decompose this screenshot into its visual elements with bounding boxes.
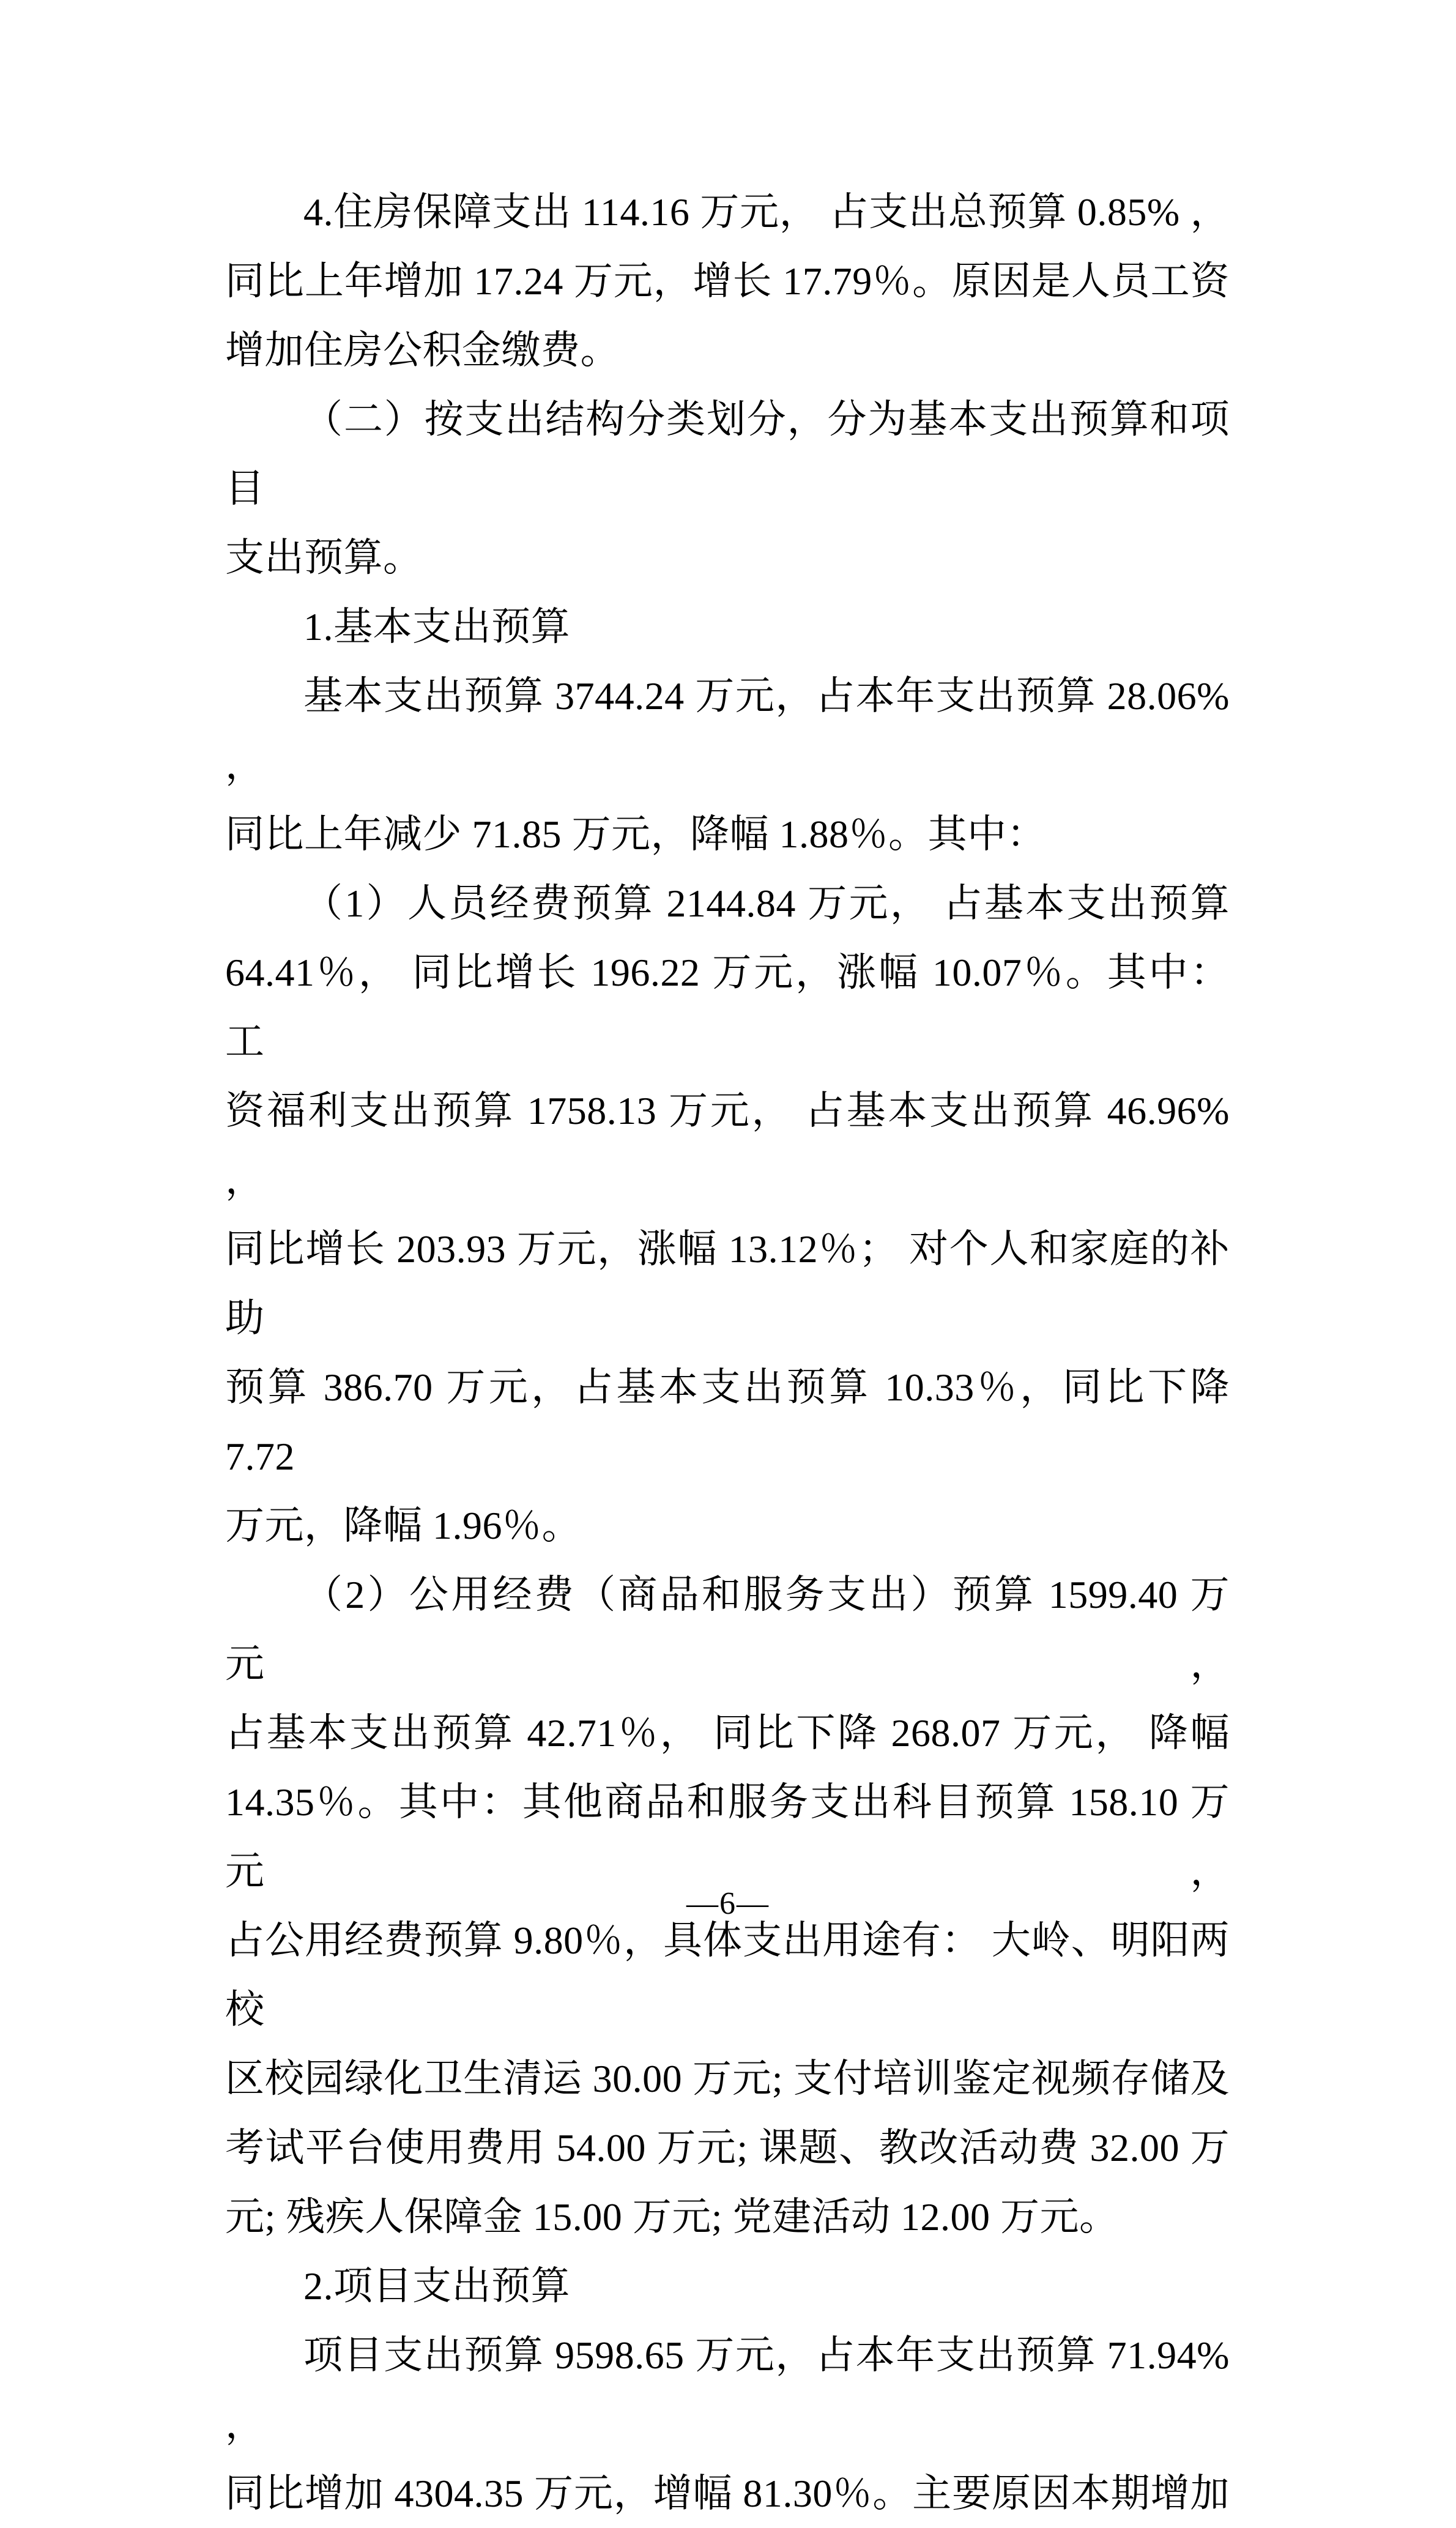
document-line: （1）人员经费预算 2144.84 万元， 占基本支出预算 [303, 882, 1230, 925]
document-line: 万元，降幅 1.96％。 [225, 1504, 581, 1547]
document-line: 4.住房保障支出 114.16 万元， 占支出总预算 0.85% ， [303, 190, 1230, 234]
document-line: 区校园绿化卫生清运 30.00 万元; 支付培训鉴定视频存储及 [225, 2057, 1230, 2100]
document-line: （二）按支出结构分类划分，分为基本支出预算和项目 [225, 398, 1230, 510]
document-line: 预算 386.70 万元，占基本支出预算 10.33％，同比下降 7.72 [225, 1366, 1230, 1478]
document-line: 基本支出预算 3744.24 万元，占本年支出预算 28.06% ， [225, 674, 1230, 787]
document-line: 64.41％， 同比增长 196.22 万元，涨幅 10.07％。其中： 工 [225, 951, 1230, 1063]
document-line: 同比上年减少 71.85 万元，降幅 1.88％。其中： [225, 812, 1046, 856]
document-line: 14.35％。其中：其他商品和服务支出科目预算 158.10 万元， [225, 1780, 1230, 1893]
document-line: 占基本支出预算 42.71％， 同比下降 268.07 万元， 降幅 [225, 1711, 1230, 1755]
document-line: 支出预算。 [225, 536, 423, 579]
document-line: （2）公用经费（商品和服务支出）预算 1599.40 万元， [225, 1573, 1230, 1686]
document-line: 同比增加 4304.35 万元，增幅 81.30％。主要原因本期增加 [225, 2472, 1230, 2515]
document-line: 元; 残疾人保障金 15.00 万元; 党建活动 12.00 万元。 [225, 2195, 1119, 2239]
document-line: 占公用经费预算 9.80％，具体支出用途有： 大岭、明阳两校 [225, 1919, 1230, 2031]
document-text-block [225, 177, 1230, 2528]
page-number: —6— [686, 1886, 770, 1921]
document-line: 同比增长 203.93 万元，涨幅 13.12％； 对个人和家庭的补助 [225, 1227, 1230, 1340]
document-line: 1.基本支出预算 [303, 605, 570, 649]
document-line: 项目支出预算 9598.65 万元，占本年支出预算 71.94% ， [225, 2333, 1230, 2446]
document-line: 同比上年增加 17.24 万元，增长 17.79％。原因是人员工资 [225, 259, 1230, 303]
document-line: 2.项目支出预算 [303, 2264, 570, 2308]
document-line: 资福利支出预算 1758.13 万元， 占基本支出预算 46.96% ， [225, 1089, 1230, 1202]
document-line: 考试平台使用费用 54.00 万元; 课题、教改活动费 32.00 万 [225, 2126, 1230, 2169]
document-line: 增加住房公积金缴费。 [225, 329, 620, 372]
